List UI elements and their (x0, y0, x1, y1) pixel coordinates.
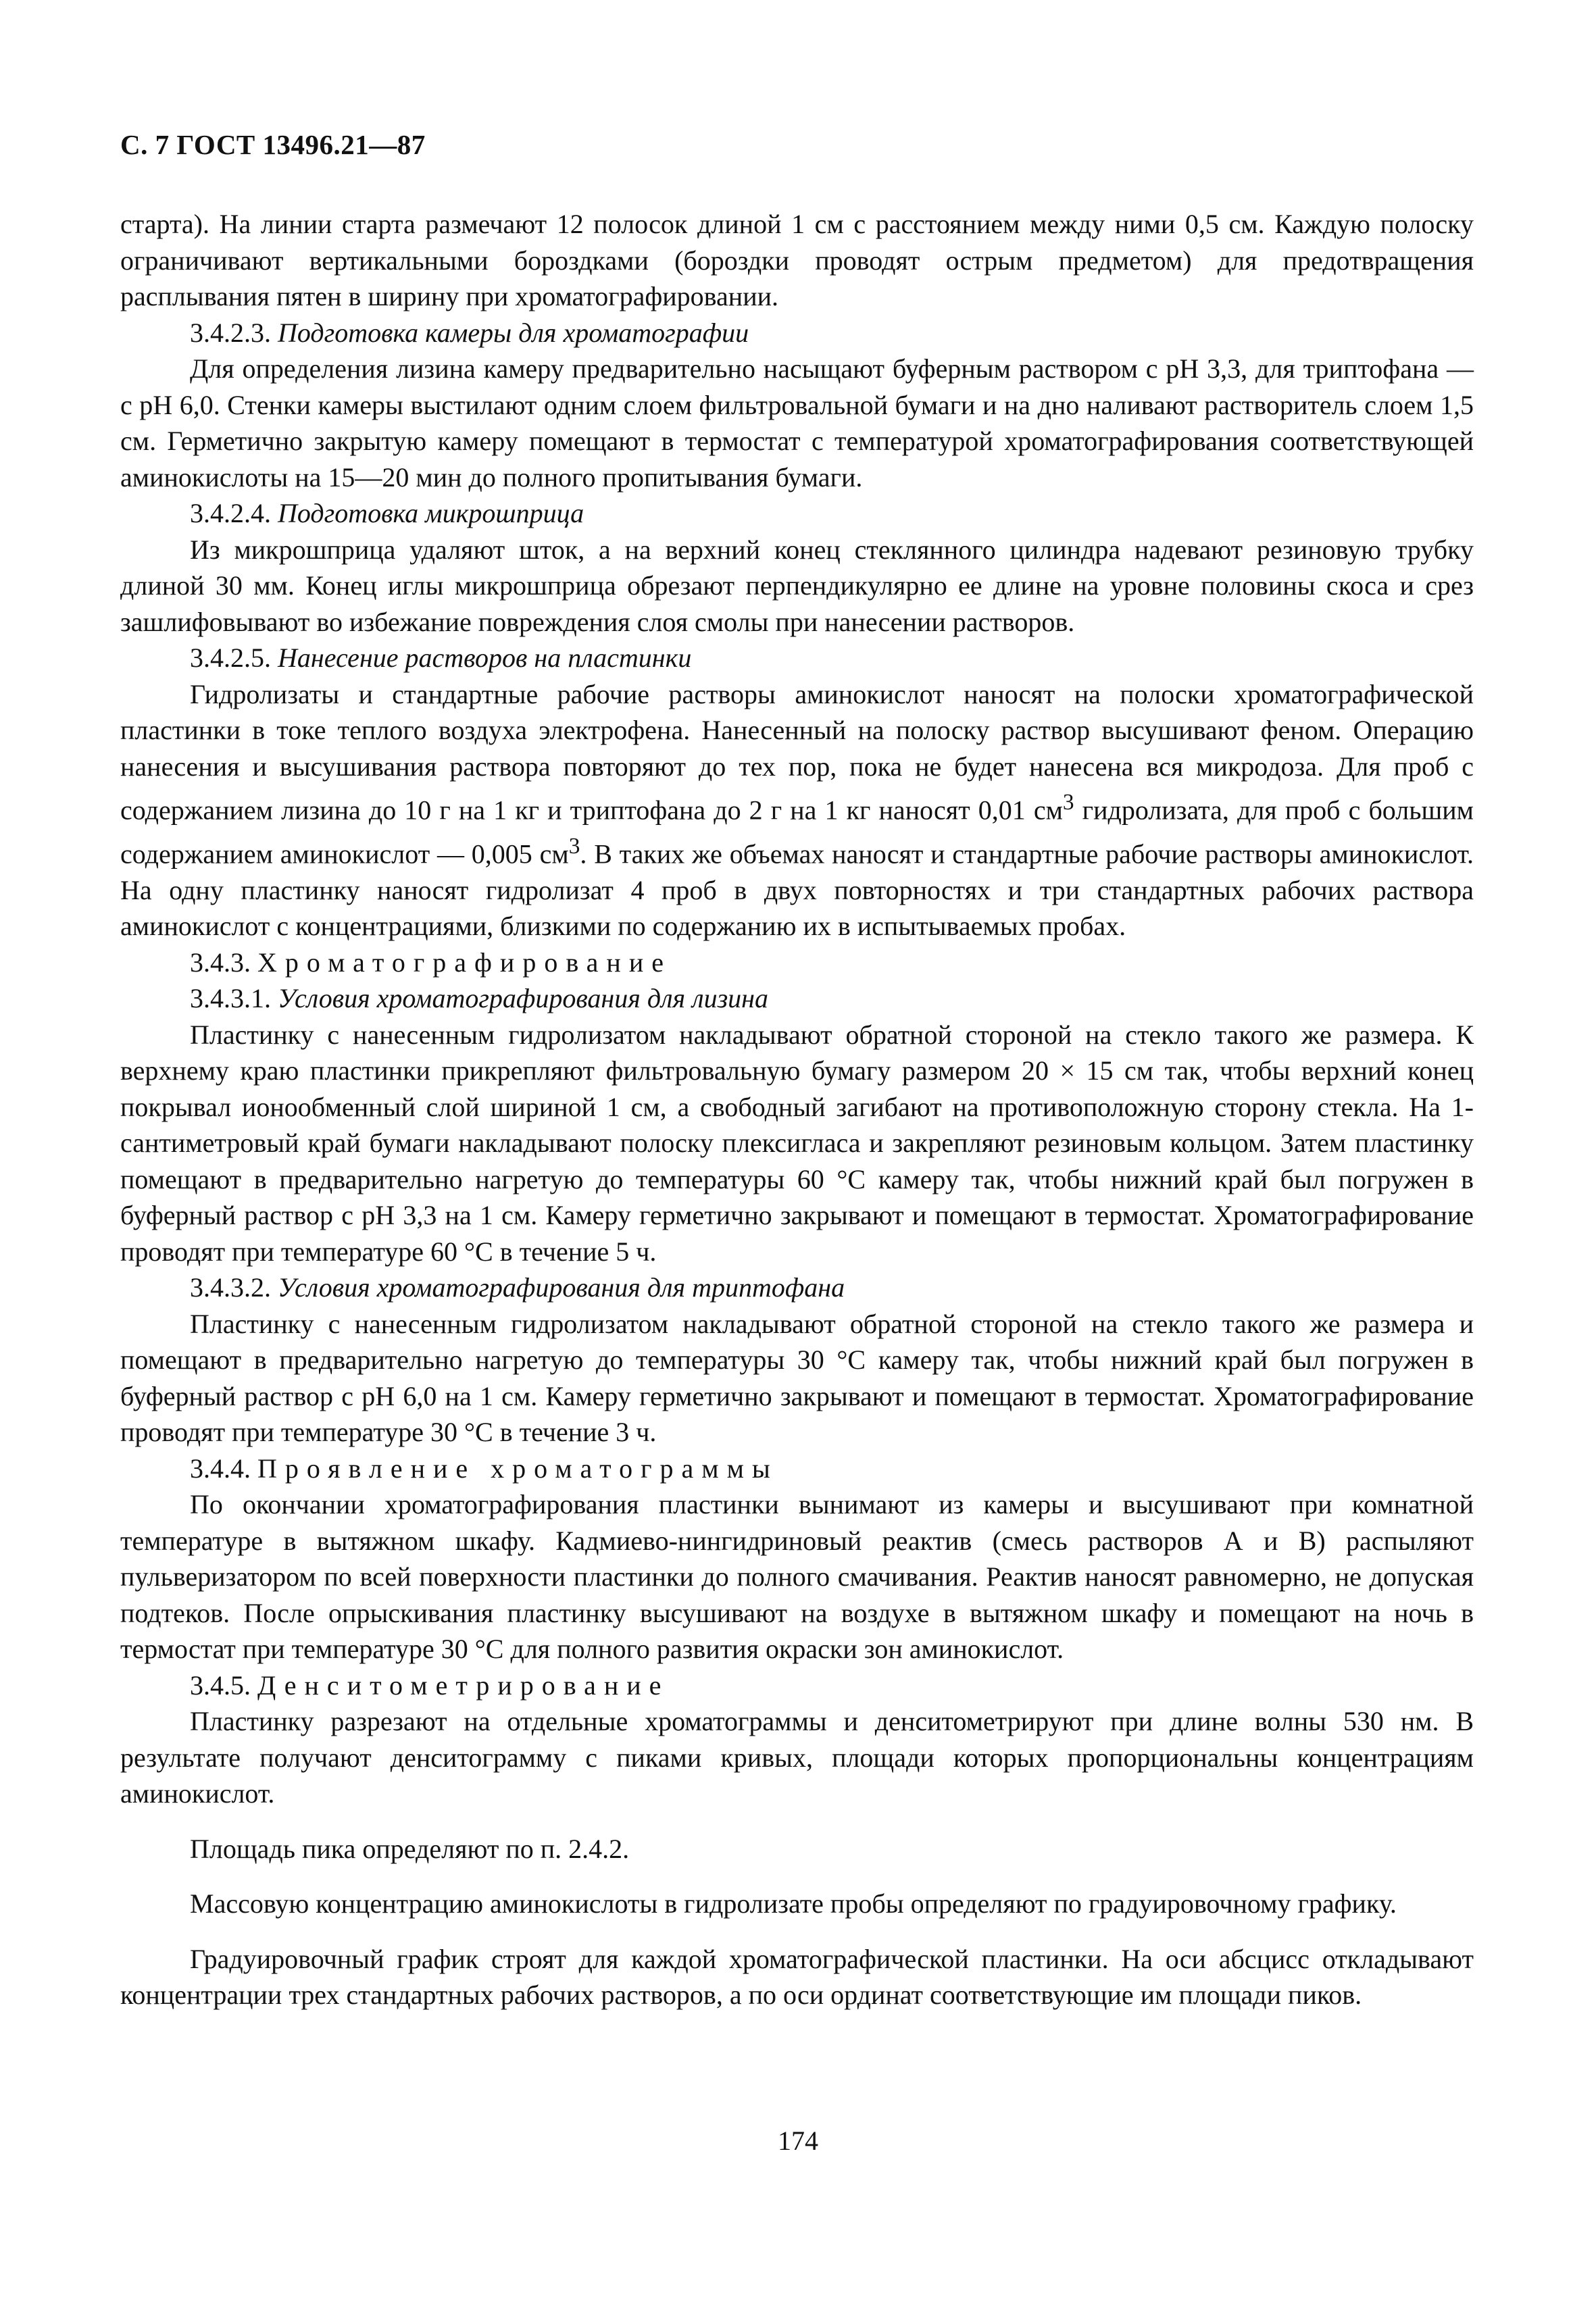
paragraph-text: гидролизата, для проб с большим содержанием аминокислот — 0,005 см (120, 795, 1474, 870)
section-heading (120, 315, 1474, 351)
section-heading (120, 1451, 1474, 1487)
section-number: 3.4.4. (190, 1453, 251, 1484)
paragraph: Пластинку с нанесенным гидролизатом накладывают обратной стороной на стекло такого же размера и помещают в предварительно нагретую до температуры 30 °С камеру так, чтобы нижний край был погружен в буферный раствор с pH 6,0 на 1 см. Камеру герметично закрывают и помещают в термостат. Хроматографирование проводят при температуре 30 °С в течение 3 ч. (120, 1308, 1474, 1448)
paragraph-text: Гидролизаты и стандартные рабочие растворы аминокислот наносят на полоски хроматографической пластинки в токе теплого воздуха электрофена. Нанесенный на полоску раствор высушивают феном. Операцию нанесения и высушивания раствора повторяют до тех пор, пока не будет нанесена вся микродоза. Для проб с содержанием лизина до 10 г на 1 кг и триптофана до 2 г на 1 кг наносят 0,01 см (120, 678, 1474, 826)
superscript: 3 (568, 833, 580, 859)
paragraph: Для определения лизина камеру предварительно насыщают буферным раствором с pH 3,3, для триптофана — с pH 6,0. Стенки камеры выстилают одним слоем фильтровальной бумаги и на дно наливают растворитель слоем 1,5 см. Герметично закрытую камеру помещают в термостат с температурой хроматографирования соответствующей аминокислоты на 15—20 мин до полного пропитывания бумаги. (120, 353, 1474, 493)
paragraph: Из микрошприца удаляют шток, а на верхний конец стеклянного цилиндра надевают резиновую трубку длиной 30 мм. Конец иглы микрошприца обрезают перпендикулярно ее длине на уровне половины скоса и срез зашлифовывают во избежание повреждения слоя смолы при нанесении растворов. (120, 534, 1474, 637)
section-title: Проявление хроматограммы (257, 1453, 778, 1484)
section-heading (120, 640, 1474, 676)
paragraph: По окончании хроматографирования пластинки вынимают из камеры и высушивают при комнатной температуре в вытяжном шкафу. Кадмиево-нингидриновый реактив (смесь растворов А и В) распыляют пульверизатором по всей поверхности пластинки до полного смачивания. Реактив наносят равномерно, не допуская подтеков. После опрыскивания пластинку высушивают на воздухе в вытяжном шкафу и помещают на ночь в термостат при температуре 30 °С для полного развития окраски зон аминокислот. (120, 1489, 1474, 1665)
section-title: Условия хроматографирования для лизина (278, 983, 769, 1014)
section-title: Нанесение растворов на пластинки (278, 643, 692, 673)
paragraph: Пластинку разрезают на отдельные хроматограммы и денситометрируют при длине волны 530 нм. В результате получают денситограмму с пиками кривых, площади которых пропорциональны концентрациям аминокислот. (120, 1706, 1474, 1809)
paragraph (120, 676, 1474, 945)
section-number: 3.4.3.2. (190, 1272, 271, 1303)
paragraph: Пластинку с нанесенным гидролизатом накладывают обратной стороной на стекло такого же размера. К верхнему краю пластинки прикрепляют фильтровальную бумагу размером 20 × 15 см так, чтобы верхний конец покрывал ионообменный слой шириной 1 см, а свободный загибают на противоположную сторону стекла. На 1-сантиметровый край бумаги накладывают полоску плексигласа и закрепляют резиновым кольцом. Затем пластинку помещают в предварительно нагретую до температуры 60 °С камеру так, чтобы нижний край был погружен в буферный раствор с pH 3,3 на 1 см. Камеру герметично закрывают и помещают в термостат. Хроматографирование проводят при температуре 60 °С в течение 5 ч. (120, 1019, 1474, 1267)
spacer (120, 1922, 1474, 1941)
section-title: Подготовка камеры для хроматографии (278, 317, 749, 348)
paragraph: Градуировочный график строят для каждой хроматографической пластинки. На оси абсцисс откладывают концентрации трех стандартных рабочих растворов, а по оси ординат соответствующие им площади пиков. (120, 1943, 1474, 2011)
section-title: Условия хроматографирования для триптофана (278, 1272, 845, 1303)
section-number: 3.4.2.4. (190, 498, 271, 528)
page-header: С. 7 ГОСТ 13496.21—87 (120, 129, 426, 160)
spacer (120, 1867, 1474, 1886)
document-body (120, 206, 1474, 2013)
section-number: 3.4.2.5. (190, 643, 271, 673)
section-title: Хроматографирование (257, 947, 672, 978)
page-number: 174 (778, 2126, 818, 2156)
section-heading (120, 1667, 1474, 1704)
paragraph: Массовую концентрацию аминокислоты в гидролизате пробы определяют по градуировочному графику. (190, 1888, 1397, 1919)
paragraph: старта). На линии старта размечают 12 полосок длиной 1 см с расстоянием между ними 0,5 см. Каждую полоску ограничивают вертикальными бороздками (бороздки проводят острым предметом) для предотвращения расплывания пятен в ширину при хроматографировании. (120, 209, 1474, 311)
section-heading (120, 980, 1474, 1017)
section-title: Денситометрирование (257, 1669, 670, 1701)
paragraph: Площадь пика определяют по п. 2.4.2. (190, 1833, 630, 1864)
section-heading (120, 945, 1474, 981)
section-number: 3.4.3. (190, 947, 251, 978)
section-heading (120, 495, 1474, 532)
superscript: 3 (1062, 790, 1074, 815)
section-number: 3.4.5. (190, 1669, 251, 1701)
paragraph-text: . В таких же объемах наносят и стандартные рабочие растворы аминокислот. На одну пластинку наносят гидролизат 4 проб в двух повторностях и три стандартных рабочих раствора аминокислот с концентрациями, близкими по содержанию их в испытываемых пробах. (120, 838, 1474, 942)
section-number: 3.4.2.3. (190, 317, 271, 348)
section-title: Подготовка микрошприца (278, 498, 584, 528)
section-number: 3.4.3.1. (190, 983, 271, 1014)
spacer (120, 1812, 1474, 1831)
section-heading (120, 1269, 1474, 1306)
